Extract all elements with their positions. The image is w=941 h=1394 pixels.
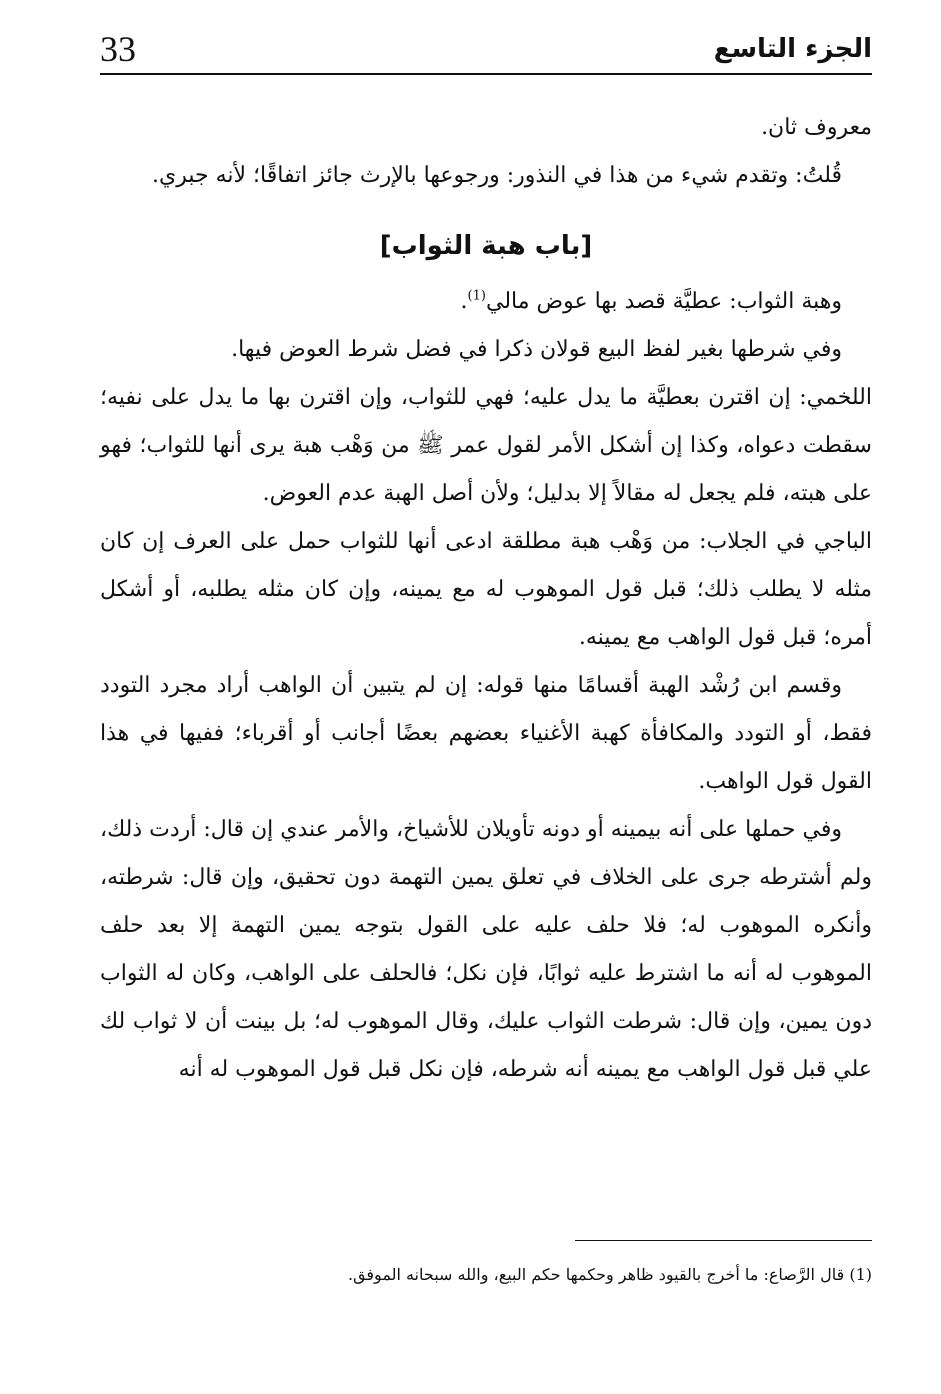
- footnote-rule: [575, 1240, 872, 1241]
- paragraph-6: الباجي في الجلاب: من وَهْب هبة مطلقة ادعى أنها للثواب حمل على العرف إن كان مثله لا يطلب ذلك؛ قبل قول الموهوب له مع يمينه، وإن كان مثله يطلبه، أو أشكل أمره؛ قبل قول الواهب مع يمينه.: [100, 529, 872, 650]
- footnote-marker: (1): [467, 288, 486, 304]
- paragraph-8: وفي حملها على أنه بيمينه أو دونه تأويلان للأشياخ، والأمر عندي إن قال: أردت ذلك، ولم أشترطه جرى على الخلاف في تعلق يمين التهمة دون تحقيق، وإن قال: شرطته، وأنكره الموهوب له؛ فلا حلف عليه على القول بتوجه يمين التهمة إلا بعد حلف الموهوب له أنه ما اشترط عليه ثوابًا، فإن نكل؛ فالحلف على الواهب، وكان له الثواب دون يمين، وإن قال: شرطت الثواب عليك، وقال الموهوب له؛ بل بينت أن لا ثواب لك علي قبل قول الواهب مع يمينه أنه شرطه، فإن نكل قبل قول الموهوب له أنه: [99, 817, 872, 1082]
- page-header: [100, 28, 872, 74]
- paragraph-7: وقسم ابن رُشْد الهبة أقسامًا منها قوله: إن لم يتبين أن الواهب أراد مجرد التودد فقط، أو التودد والمكافأة كهبة الأغنياء بعضهم بعضًا أجانب أو أقرباء؛ ففيها في هذا القول قول الواهب.: [100, 673, 872, 794]
- main-text: [100, 104, 872, 1094]
- section-heading: [باب هبة الثواب]: [379, 231, 593, 261]
- paragraph-3: [100, 278, 872, 326]
- footnote: (1) قال الرَّصاع: ما أخرج بالقيود ظاهر وحكمها حكم البيع، والله سبحانه الموفق.: [347, 1265, 872, 1284]
- running-head: الجزء التاسع: [713, 34, 872, 64]
- page-number: 33: [100, 29, 136, 69]
- paragraph-5: اللخمي: إن اقترن بعطيَّة ما يدل عليه؛ فهي للثواب، وإن اقترن بها ما يدل على نفيه؛ سقطت دعواه، وكذا إن أشكل الأمر لقول عمر ﷺ من وَهْب هبة يرى أنها للثواب؛ فهو على هبته، فلم يجعل له مقالاً إلا بدليل؛ ولأن أصل الهبة عدم العوض.: [100, 385, 872, 506]
- paragraph-3-text: وهبة الثواب: عطيَّة قصد بها عوض مالي: [485, 289, 842, 314]
- paragraph-2: قُلتُ: وتقدم شيء من هذا في النذور: ورجوعها بالإرث جائز اتفاقًا؛ لأنه جبري.: [152, 163, 842, 188]
- header-rule: [100, 73, 872, 75]
- paragraph-3-end: .: [460, 289, 468, 314]
- paragraph-1: معروف ثان.: [761, 115, 872, 140]
- paragraph-4: وفي شرطها بغير لفظ البيع قولان ذكرا في فضل شرط العوض فيها.: [231, 337, 842, 362]
